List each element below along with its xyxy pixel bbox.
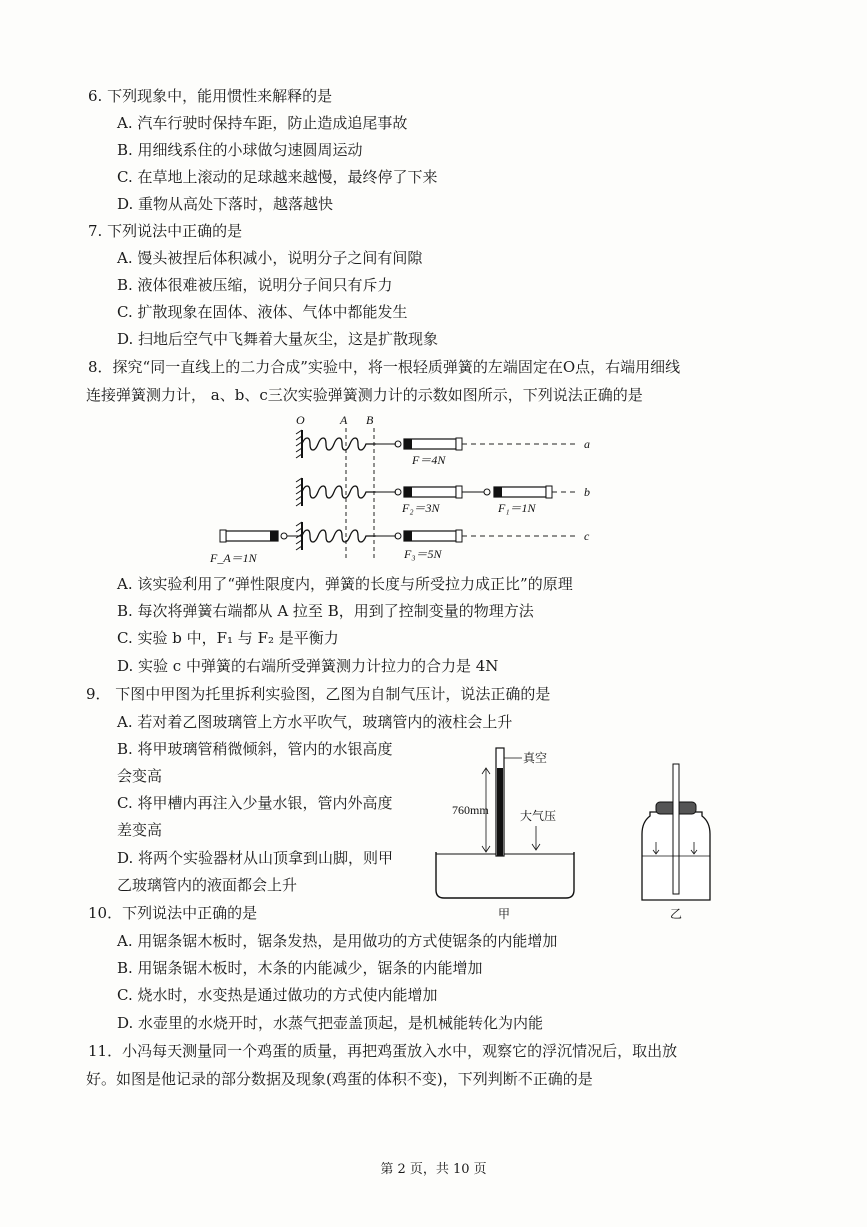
q7-option-d: D. 扫地后空气中飞舞着大量灰尘，这是扩散现象 (117, 330, 439, 348)
spring-c (302, 530, 376, 542)
q8-option-b: B. 每次将弹簧右端都从 A 拉至 B，用到了控制变量的物理方法 (117, 602, 534, 620)
line-c-label: c (584, 529, 590, 543)
force-fa-label: F_A＝1N (210, 551, 257, 565)
point-o-label: O (296, 413, 305, 427)
line-b-label: b (584, 485, 590, 499)
q7-option-b: B. 液体很难被压缩，说明分子间只有斥力 (117, 276, 393, 294)
line-a-label: a (584, 437, 590, 451)
q10-stem: 10．下列说法中正确的是 (88, 904, 258, 922)
atmosphere-label: 大气压 (520, 809, 557, 823)
q10-option-c: C. 烧水时，水变热是通过做功的方式使内能增加 (117, 986, 438, 1004)
q8-option-c: C. 实验 b 中，F₁ 与 F₂ 是平衡力 (117, 629, 339, 647)
q9-option-c-line2: 差变高 (117, 821, 163, 839)
dynamometer-row-b (376, 486, 578, 498)
q10-option-d: D. 水壶里的水烧开时，水蒸气把壶盖顶起，是机械能转化为内能 (117, 1014, 544, 1032)
q9-option-c-line1: C. 将甲槽内再注入少量水银，管内外高度 (117, 794, 393, 812)
q6-option-b: B. 用细线系住的小球做匀速圆周运动 (117, 141, 363, 159)
vacuum-label: 真空 (523, 751, 548, 765)
force-f2-label: F₂＝3N (402, 501, 440, 515)
label-jia: 甲 (498, 907, 511, 921)
q8-stem-line1: 8．探究“同一直线上的二力合成”实验中，将一根轻质弹簧的左端固定在O点，右端用细线 (88, 358, 681, 376)
q8-stem-line2: 连接弹簧测力计， a、b、c三次实验弹簧测力计的示数如图所示，下列说法正确的是 (86, 386, 643, 404)
q6-option-c: C. 在草地上滚动的足球越来越慢，最终停了下来 (117, 168, 438, 186)
q7-option-c: C. 扩散现象在固体、液体、气体中都能发生 (117, 303, 408, 321)
dynamometer-row-c (220, 530, 578, 542)
q8-option-d: D. 实验 c 中弹簧的右端所受弹簧测力计拉力的合力是 4N (117, 657, 499, 675)
q6-stem: 6. 下列现象中，能用惯性来解释的是 (88, 87, 333, 105)
wall-row-a (296, 430, 302, 458)
force-f3-label: F₃＝5N (404, 547, 442, 561)
point-a-label: A (340, 413, 348, 427)
force-f1-label: F₁＝1N (498, 501, 536, 515)
q7-option-a: A. 馒头被捏后体积减小，说明分子之间有间隙 (117, 249, 423, 267)
wall-row-b (296, 478, 302, 506)
page-footer: 第 2 页，共 10 页 (380, 1162, 487, 1177)
spring-force-diagram (200, 408, 620, 568)
point-b-label: B (366, 413, 374, 427)
q10-option-b: B. 用锯条锯木板时，木条的内能减少，锯条的内能增加 (117, 959, 483, 977)
q9-stem: 9． 下图中甲图为托里拆利实验图，乙图为自制气压计，说法正确的是 (86, 685, 551, 703)
torricelli-diagram (430, 742, 590, 922)
q9-option-b-line1: B. 将甲玻璃管稍微倾斜，管内的水银高度 (117, 740, 393, 758)
q9-option-b-line2: 会变高 (117, 767, 163, 785)
spring-b (302, 486, 376, 498)
q9-option-a: A. 若对着乙图玻璃管上方水平吹气，玻璃管内的液柱会上升 (117, 713, 513, 731)
label-yi: 乙 (670, 907, 683, 921)
q11-stem-line1: 11．小冯每天测量同一个鸡蛋的质量，再把鸡蛋放入水中，观察它的浮沉情况后，取出放 (88, 1042, 678, 1060)
q11-stem-line2: 好。如图是他记录的部分数据及现象(鸡蛋的体积不变)，下列判断不正确的是 (86, 1070, 593, 1088)
q9-option-d-line2: 乙玻璃管内的液面都会上升 (117, 876, 298, 894)
q8-option-a: A. 该实验利用了“弹性限度内，弹簧的长度与所受拉力成正比”的原理 (117, 575, 573, 593)
barometer-diagram (636, 762, 716, 922)
q7-stem: 7. 下列说法中正确的是 (88, 222, 243, 240)
height-label: 760mm (452, 803, 489, 817)
force-f-label: F＝4N (412, 453, 446, 467)
q10-option-a: A. 用锯条锯木板时，锯条发热，是用做功的方式使锯条的内能增加 (117, 932, 558, 950)
q6-option-d: D. 重物从高处下落时，越落越快 (117, 195, 334, 213)
q9-option-d-line1: D. 将两个实验器材从山顶拿到山脚，则甲 (117, 849, 394, 867)
dynamometer-row-a (376, 438, 578, 450)
q6-option-a: A. 汽车行驶时保持车距，防止造成追尾事故 (117, 114, 408, 132)
spring-a (302, 438, 376, 450)
